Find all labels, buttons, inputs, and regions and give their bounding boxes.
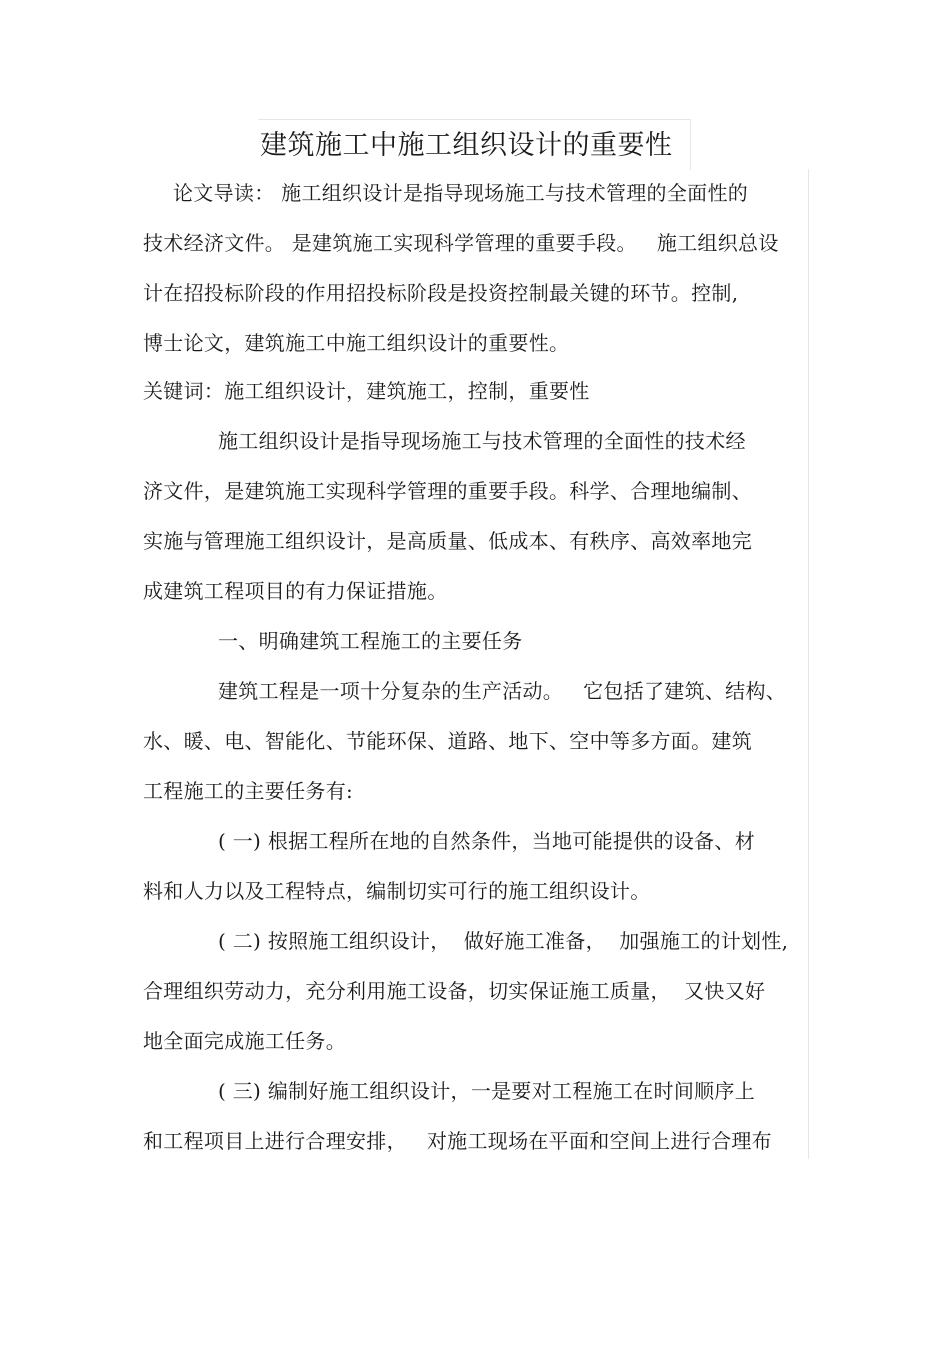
abstract-line-4: 博士论文，建筑施工中施工组织设计的重要性。 bbox=[143, 331, 570, 355]
section-heading: 一、明确建筑工程施工的主要任务 bbox=[218, 629, 523, 653]
document-title: 建筑施工中施工组织设计的重要性 bbox=[260, 130, 673, 161]
paragraph-line: 成建筑工程项目的有力保证措施。 bbox=[143, 579, 448, 603]
paragraph-line: 实施与管理施工组织设计，是高质量、低成本、有秩序、高效率地完 bbox=[143, 529, 752, 553]
paragraph-line: 工程施工的主要任务有: bbox=[143, 779, 354, 803]
list-item-line: 和工程项目上进行合理安排， 对施工现场在平面和空间上进行合理布 bbox=[143, 1129, 772, 1153]
list-item-line: ( 三) 编制好施工组织设计，一是要对工程施工在时间顺序上 bbox=[218, 1079, 756, 1103]
abstract-line-3: 计在招投标阶段的作用招投标阶段是投资控制最关键的环节。控制, bbox=[143, 281, 739, 305]
abstract-line-2: 技术经济文件。 是建筑施工实现科学管理的重要手段。 施工组织总设 bbox=[143, 231, 779, 255]
paragraph-line: 水、暖、电、智能化、节能环保、道路、地下、空中等多方面。建筑 bbox=[143, 729, 752, 753]
paragraph-line: 济文件，是建筑施工实现科学管理的重要手段。科学、合理地编制、 bbox=[143, 479, 752, 503]
list-item-line: 合理组织劳动力，充分利用施工设备，切实保证施工质量， 又快又好 bbox=[143, 979, 766, 1003]
paragraph-line: 施工组织设计是指导现场施工与技术管理的全面性的技术经 bbox=[218, 429, 746, 453]
body-frame bbox=[140, 169, 809, 1159]
abstract-line-1: 论文导读： 施工组织设计是指导现场施工与技术管理的全面性的 bbox=[173, 181, 749, 205]
list-item-line: 地全面完成施工任务。 bbox=[143, 1029, 346, 1053]
list-item-line: ( 二) 按照施工组织设计， 做好施工准备， 加强施工的计划性, bbox=[218, 929, 789, 953]
list-item-line: ( 一) 根据工程所在地的自然条件，当地可能提供的设备、材 bbox=[218, 829, 756, 853]
list-item-line: 料和人力以及工程特点，编制切实可行的施工组织设计。 bbox=[143, 879, 651, 903]
keywords-line: 关键词：施工组织设计，建筑施工，控制，重要性 bbox=[143, 379, 590, 403]
paragraph-line: 建筑工程是一项十分复杂的生产活动。 它包括了建筑、结构、 bbox=[218, 679, 787, 703]
